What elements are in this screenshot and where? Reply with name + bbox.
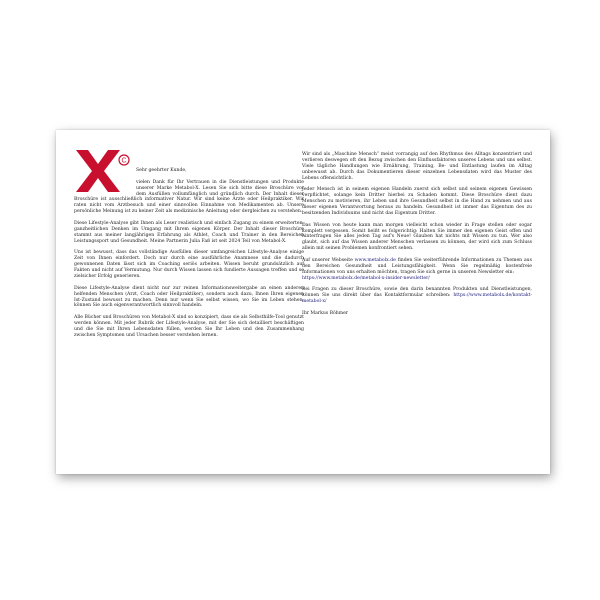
- paragraph-contact: [302, 287, 532, 305]
- paragraph-time-effort: Uns ist bewusst, dass das vollständige Ausfüllen dieser umfangreichen Lifestyle-Analyse einige Zeit von Ihnen einfordert. Doch nur durch eine ausführliche Anamnese und die dadurch gewonnenen Daten lässt sich im Coaching seriös arbeiten. Wissen beruht grundsätzlich auf Fakten und nicht auf Vermutung. Nur durch Wissen lassen sich fundierte Aussagen treffen und so zielsicher Erfolg generieren.: [74, 250, 304, 279]
- contact-text: Bei Fragen zu dieser Broschüre, sowie den darin benannten Produkten und Dienstleistungen, können Sie uns direkt über das Kontaktformular schreiben:: [302, 287, 532, 299]
- website-text-middle: finden Sie weiterführende Informationen zu Themen aus den Bereichen Gesundheit und Leistungsfähigkeit. Wenn Sie regelmäßig kostenfreie Informationen von uns erhalten möchten, tragen Sie sich gerne in unseren Newsletter ein:: [302, 257, 532, 275]
- newsletter-link[interactable]: https://www.metabolx.de/metabol-x-insider-newsletter/: [302, 275, 430, 281]
- metabol-x-logo: [74, 148, 132, 194]
- brochure-page: [56, 130, 550, 474]
- paragraph-machine-human: Wir sind als „Maschine Mensch“ meist vorrangig auf den Rhythmus des Alltags konzentriert und verlieren deswegen oft den Bezug zwischen den Einflussfaktoren unseres Lebens und uns selbst. Viele tägliche Handlungen wie Ernährung, Training, Be- und Entlastung laufen im Alltag unbewusst ab. Durch das Dokumentieren dieser einzelnen Lebensdaten wird das Muster des Lebens offensichtlich.: [302, 152, 532, 181]
- left-column: [74, 148, 304, 345]
- x-logo-icon: [74, 148, 132, 194]
- paragraph-knowledge: Das Wissen von heute kann man morgen vielleicht schon wieder in Frage stellen oder sogar komplett vergessen. Somit heißt es folgerichtig: Halten Sie immer den eigenen Geist offen und hinterfragen Sie alles jeden Tag auf's Neue! Glauben hat nichts mit Wissen zu tun. Wer also glaubt, sich auf das Wissen anderer Menschen verlassen zu können, der wird sich zum Schluss allein mit seinen Problemen konfrontiert sehen.: [302, 222, 532, 252]
- signature: Ihr Markus Böhmer: [302, 310, 348, 316]
- paragraph-website: [302, 258, 532, 282]
- right-column: [302, 152, 532, 323]
- paragraph-lifestyle-access: Diese Lifestyle-Analyse gibt Ihnen als Leser realistisch und einfach Zugang zu einem erweiterten, ganzheitlichen Denken im Umgang mit Ihrem eigenen Körper. Der Inhalt dieser Broschüre stammt aus meiner langjährigen Erfahrung als Athlet, Coach und Trainer in den Bereichen Leistungssport und Gesundheit. Meine Partnerin Julia Faß ist seit 2024 Teil von Metabol-X.: [74, 220, 304, 244]
- copyright-symbol: C: [121, 157, 127, 165]
- contact-link[interactable]: https://www.metabolx.de/kontakt-metabol-x/: [302, 293, 532, 305]
- paragraph-self-help: Alle Bücher und Broschüren von Metabol-X sind so konzipiert, dass sie als Selbsthilfe-Tool genutzt werden können. Mit jeder Rubrik der Lifestyle-Analyse, mit der Sie sich detailliert beschäftigen und die Sie mit Ihren Lebensdaten füllen, werden Sie Ihr Leben und den Zusammenhang zwischen Symptomen und Ursachen besser verstehen lernen.: [74, 315, 304, 338]
- paragraph-responsibility: Jeder Mensch ist in seinem eigenen Handeln zuerst sich selbst und seinem eigenen Gewissen verpflichtet, solange kein Dritter hierbei zu Schaden kommt. Diese Broschüre dient dazu Menschen zu motivieren, ihr Leben und ihre Gesundheit selbst in die Hand zu nehmen und aus dieser eigenen Verantwortung heraus zu handeln. Gesundheit ist immer das Eigentum des zu besitzenden Individuums und nicht das Eigentum Dritter.: [302, 187, 532, 216]
- paragraph-intro: vielen Dank für Ihr Vertrauen in die Dienstleistungen und Produkte unserer Marke Metabol-X. Lesen Sie sich bitte diese Broschüre vor dem Ausfüllen vollumfänglich und gründlich durch. Der Inhalt dieser Broschüre ist ausschließlich informativer Natur. Wir sind keine Ärzte oder Heilpraktiker. Wir raten nicht vom Arztbesuch und einer sinnvollen Einnahme von Medikamenten ab. Unsere persönliche Meinung ist zu keiner Zeit als medizinische Anleitung oder dergleichen zu verstehen.: [74, 179, 304, 215]
- website-text-before: Auf unserer Webseite: [302, 257, 355, 263]
- x-logo-mark: [76, 150, 120, 192]
- website-link[interactable]: www.metabolx.de: [354, 257, 396, 263]
- salutation: Sehr geehrter Kunde,: [136, 168, 187, 173]
- paragraph-information: Diese Lifestyle-Analyse dient nicht nur zur reinen Informationsweitergabe an einen anderen helfenden Menschen (Arzt, Coach oder Heilpraktiker), sondern auch dazu, Ihnen Ihren eigenen Ist-Zustand bewusst zu machen. Denn nur wenn Sie selbst wissen, wo Sie im Leben stehen, können Sie auch eigenverantwortlich sinnvoll handeln.: [74, 285, 304, 309]
